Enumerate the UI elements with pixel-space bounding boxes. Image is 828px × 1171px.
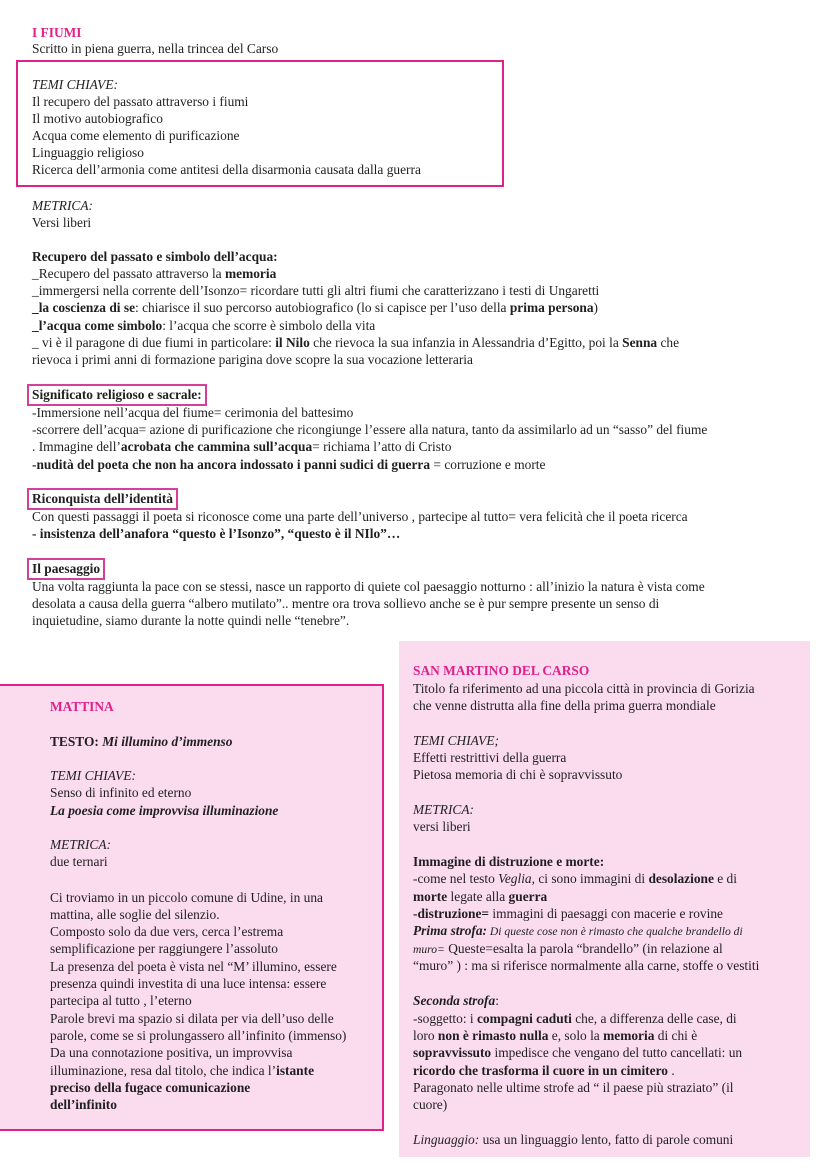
mattina-temi-label: TEMI CHIAVE: [50,768,136,783]
recupero-line-3: _la coscienza di se: chiarisce il suo percorso autobiografico (lo si capisce per l’uso della prima persona) [32,300,599,315]
significato-line-3: . Immagine dell’acrobata che cammina sull’acqua= richiama l’atto di Cristo [32,439,452,454]
fiumi-temi-label: TEMI CHIAVE: [32,77,118,92]
sanmartino-seconda-heading: Seconda strofa: [413,993,499,1008]
mattina-metrica-label: METRICA: [50,837,111,852]
significato-line-4: -nudità del poeta che non ha ancora indossato i panni sudici di guerra = corruzione e morte [32,457,546,472]
sanmartino-intro-1: Titolo fa riferimento ad una piccola città in provincia di Gorizia [413,681,755,696]
mattina-body-4: semplificazione per raggiungere l’assoluto [50,941,278,956]
fiumi-tema-4: Linguaggio religioso [32,145,144,160]
sanmartino-metrica: versi liberi [413,819,471,834]
significato-line-1: -Immersione nell’acqua del fiume= cerimonia del battesimo [32,405,354,420]
fiumi-metrica: Versi liberi [32,215,92,230]
sanmartino-tema-1: Effetti restrittivi della guerra [413,750,567,765]
sanmartino-intro-2: che venne distrutta alla fine della prima guerra mondiale [413,698,716,713]
mattina-body-11: illuminazione, resa dal titolo, che indica l’istante [50,1063,315,1078]
sanmartino-immagine-5: muro= Queste=esalta la parola “brandello” (in relazione al [413,941,723,956]
significato-line-2: -scorrere dell’acqua= azione di purificazione che ricongiunge l’essere alla natura, tanto da assimilarlo ad un “sasso” del fiume [32,422,708,437]
sanmartino-linguaggio: Linguaggio: usa un linguaggio lento, fatto di parole comuni [413,1132,734,1147]
fiumi-title: I FIUMI [32,25,82,40]
riconquista-line-1: Con questi passaggi il poeta si riconosce come una parte dell’universo , partecipe al tutto= vera felicità che il poeta ricerca [32,509,688,524]
mattina-body-13: dell’infinito [50,1097,117,1112]
mattina-body-1: Ci troviamo in un piccolo comune di Udine, in una [50,890,323,905]
mattina-body-10: Da una connotazione positiva, un improvvisa [50,1045,293,1060]
paesaggio-line-2: desolata a causa della guerra “albero mutilato”.. mentre ora trova sollievo anche se è pur sempre presente un senso di [32,596,660,611]
mattina-body-2: mattina, alle soglie del silenzio. [50,907,220,922]
sanmartino-temi-label: TEMI CHIAVE; [413,733,499,748]
recupero-line-4: _l’acqua come simbolo: l’acqua che scorre è simbolo della vita [32,318,376,333]
paesaggio-line-1: Una volta raggiunta la pace con se stessi, nasce un rapporto di quiete col paesaggio notturno : all’inizio la natura è vista come [32,579,705,594]
fiumi-subtitle: Scritto in piena guerra, nella trincea del Carso [32,41,279,56]
mattina-body-12: preciso della fugace comunicazione [50,1080,251,1095]
mattina-metrica: due ternari [50,854,108,869]
mattina-testo: TESTO: Mi illumino d’immenso [50,734,233,749]
recupero-heading: Recupero del passato e simbolo dell’acqua: [32,249,278,264]
sanmartino-seconda-1: -soggetto: i compagni caduti che, a differenza delle case, di [413,1011,737,1026]
riconquista-heading: Riconquista dell’identità [27,488,178,510]
sanmartino-immagine-1: -come nel testo Veglia, ci sono immagini di desolazione e di [413,871,737,886]
sanmartino-immagine-6: “muro” ) : ma si riferisce normalmente alla carne, stoffe o vestiti [413,958,760,973]
sanmartino-tema-2: Pietosa memoria di chi è sopravvissuto [413,767,623,782]
fiumi-metrica-label: METRICA: [32,198,93,213]
sanmartino-seconda-5: Paragonato nelle ultime strofe ad “ il paese più straziato” (il [413,1080,734,1095]
sanmartino-immagine-3: -distruzione= immagini di paesaggi con macerie e rovine [413,906,723,921]
paesaggio-line-3: inquietudine, siamo durante la notte quindi nelle “tenebre”. [32,613,350,628]
sanmartino-immagine-heading: Immagine di distruzione e morte: [413,854,605,869]
sanmartino-immagine-4: Prima strofa: Di queste cose non è rimasto che qualche brandello di [413,923,743,938]
mattina-tema-2: La poesia come improvvisa illuminazione [50,803,279,818]
mattina-title: MATTINA [50,699,114,714]
recupero-line-5: _ vi è il paragone di due fiumi in particolare: il Nilo che rievoca la sua infanzia in Alessandria d’Egitto, poi la Senna che [32,335,680,350]
sanmartino-seconda-6: cuore) [413,1097,448,1112]
fiumi-tema-3: Acqua come elemento di purificazione [32,128,240,143]
fiumi-tema-1: Il recupero del passato attraverso i fiumi [32,94,249,109]
fiumi-tema-5: Ricerca dell’armonia come antitesi della disarmonia causata dalla guerra [32,162,421,177]
sanmartino-seconda-3: sopravvissuto impedisce che vengano del tutto cancellati: un [413,1045,743,1060]
mattina-body-7: partecipa al tutto , l’eterno [50,993,192,1008]
recupero-line-1: _Recupero del passato attraverso la memoria [32,266,277,281]
sanmartino-seconda-2: loro non è rimasto nulla e, solo la memoria di chi è [413,1028,698,1043]
mattina-body-5: La presenza del poeta è vista nel “M’ illumino, essere [50,959,337,974]
paesaggio-heading: Il paesaggio [27,558,105,580]
sanmartino-seconda-4: ricordo che trasforma il cuore in un cimitero . [413,1063,675,1078]
mattina-body-3: Composto solo da due vers, cerca l’estrema [50,924,284,939]
mattina-body-6: presenza quindi investita di una luce intensa: essere [50,976,327,991]
sanmartino-title: SAN MARTINO DEL CARSO [413,663,590,678]
mattina-tema-1: Senso di infinito ed eterno [50,785,192,800]
significato-heading: Significato religioso e sacrale: [27,384,207,406]
recupero-line-2: _immergersi nella corrente dell’Isonzo= ricordare tutti gli altri fiumi che caratterizzano i testi di Ungaretti [32,283,600,298]
mattina-body-8: Parole brevi ma spazio si dilata per via dell’uso delle [50,1011,334,1026]
fiumi-tema-2: Il motivo autobiografico [32,111,163,126]
sanmartino-immagine-2: morte legate alla guerra [413,889,548,904]
recupero-line-6: rievoca i primi anni di formazione parigina dove scopre la sua vocazione letteraria [32,352,473,367]
mattina-body-9: parole, come se si prolungassero all’infinito (immenso) [50,1028,347,1043]
sanmartino-metrica-label: METRICA: [413,802,474,817]
riconquista-line-2: - insistenza dell’anafora “questo è l’Isonzo”, “questo è il NIlo”… [32,526,401,541]
